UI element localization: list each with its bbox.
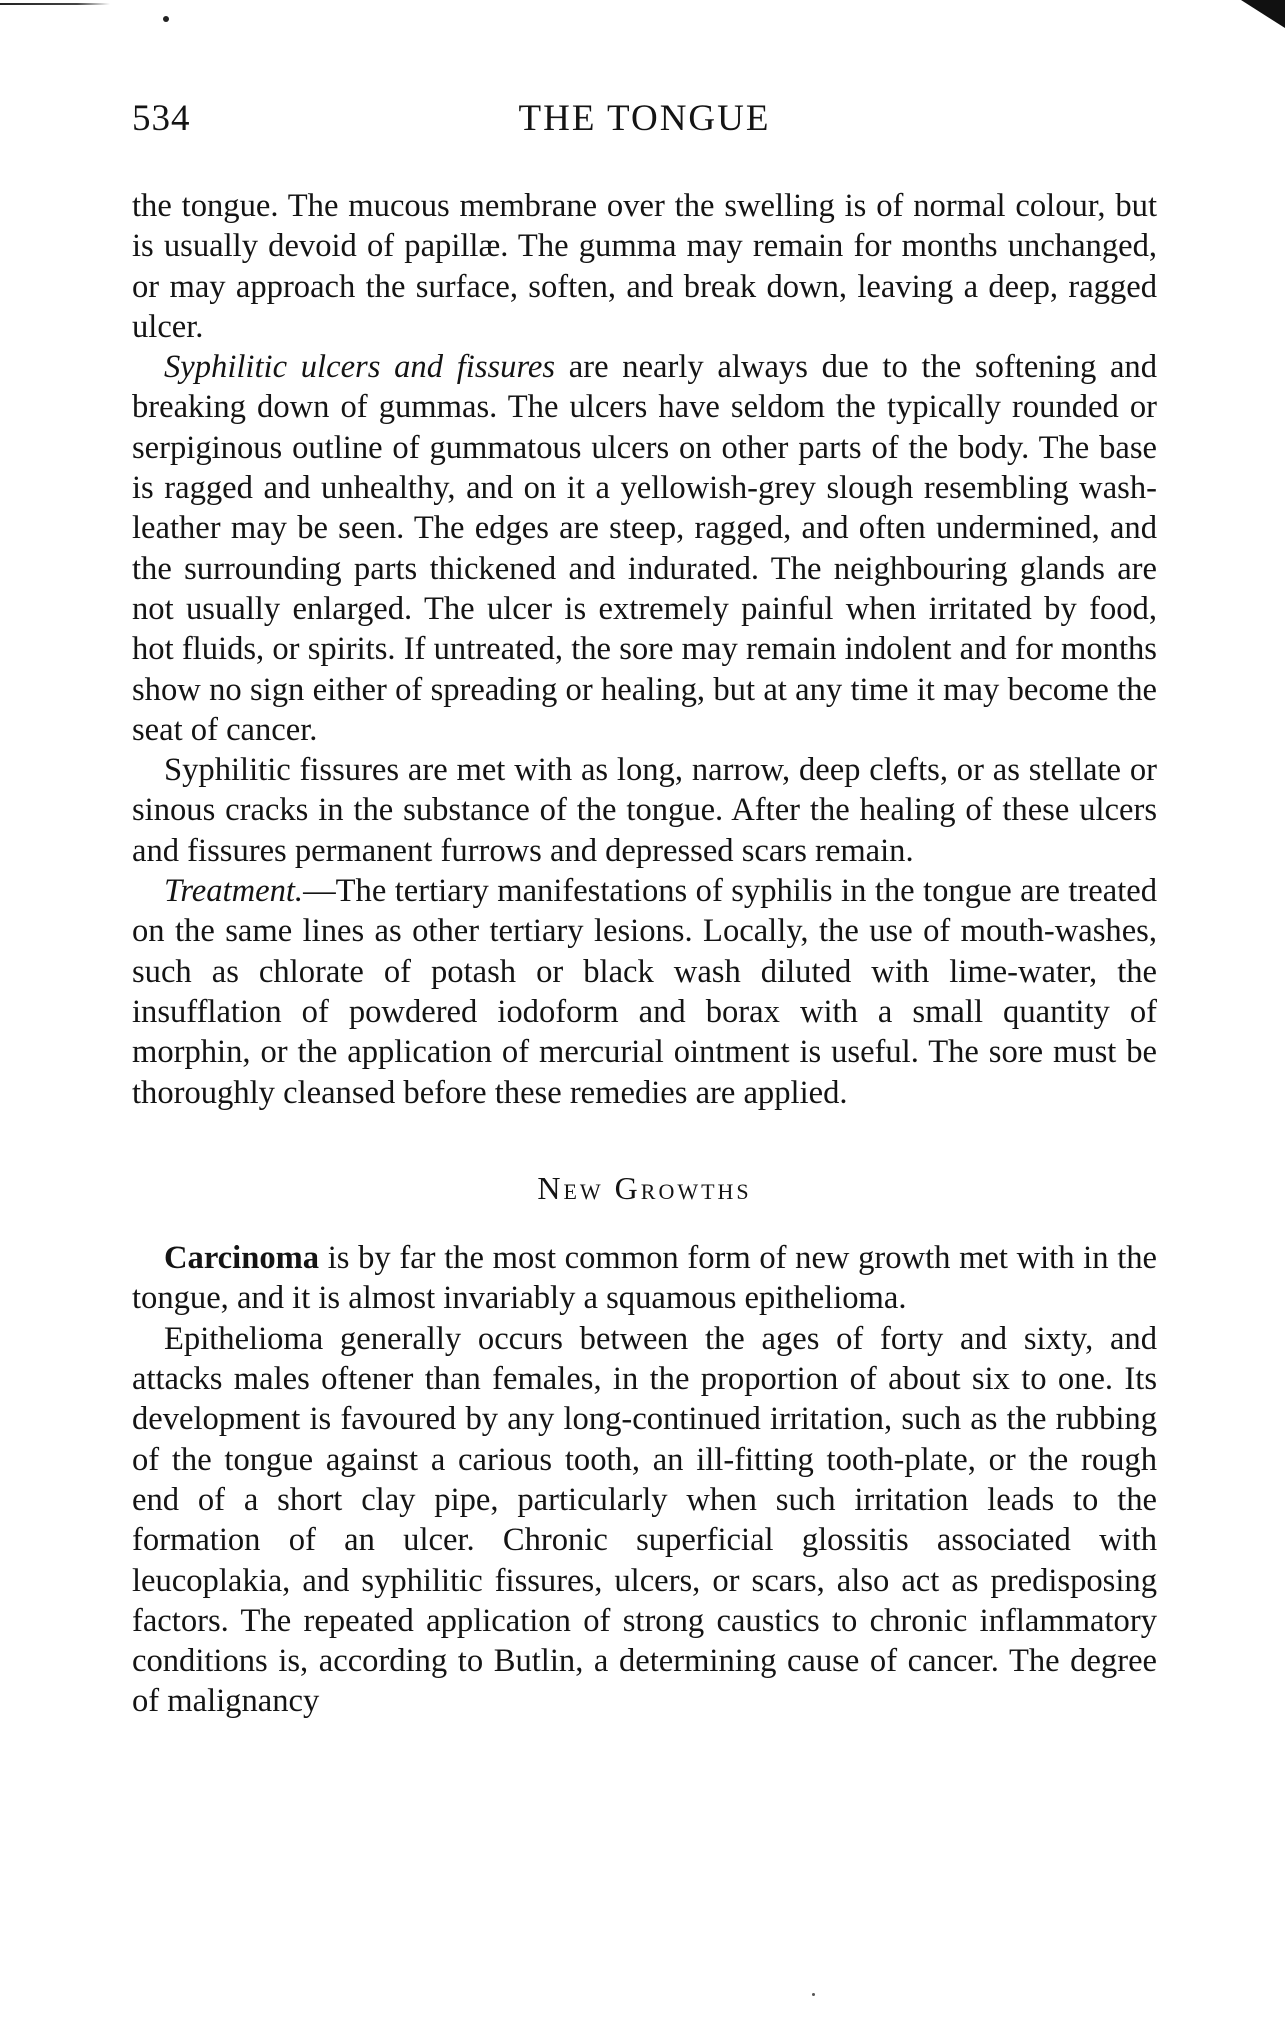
section-heading: New Growths (537, 1169, 752, 1206)
scan-dot-mark (163, 16, 169, 22)
paragraph-syphilitic-fissures (132, 750, 1157, 871)
scan-speck-mark (812, 1993, 815, 1996)
paragraph-treatment (132, 871, 1157, 1113)
paragraph-text: Syphilitic fissures are met with as long, narrow, deep clefts, or as stellate or sinous cracks in the substance of the tongue. After the healing of these ulcers and fissures permanent furrows and depressed scars remain. (132, 752, 1157, 869)
paragraph-lead-bold: Carcinoma (164, 1240, 320, 1277)
running-title: THE TONGUE (518, 98, 771, 139)
scan-edge-mark (0, 3, 110, 5)
paragraph-text: Epithelioma generally occurs between the ages of forty and sixty, and attacks males oftener than females, in the proportion of about six to one. Its development is favoured by any long-continued irritation, such as the rubbing of the tongue against a carious tooth, an ill-fitting tooth-plate, or the rough end of a short clay pipe, particularly when such irritation leads to the formation of an ulcer. Chronic superficial glossitis associated with leucoplakia, and syphilitic fissures, ulcers, or scars, also act as predisposing factors. The repeated application of strong caustics to chronic inflammatory conditions is, according to Butlin, a determining cause of cancer. The degree of malignancy (132, 1320, 1157, 1720)
paragraph-syphilitic-ulcers (132, 347, 1157, 750)
paragraph-text: is by far the most common form of new growth met with in the tongue, and it is almost invariably a squamous epithelioma. (132, 1240, 1157, 1317)
paragraph-text: are nearly always due to the softening and breaking down of gummas. The ulcers have seldom the typically rounded or serpiginous outline of gummatous ulcers on other parts of the body. The base is ragged and unhealthy, and on it a yellowish-grey slough resembling wash-leather may be seen. The edges are steep, ragged, and often undermined, and the surrounding parts thickened and indurated. The neighbouring glands are not usually enlarged. The ulcer is extremely painful when irritated by food, hot fluids, or spirits. If untreated, the sore may remain indolent and for months show no sign either of spreading or healing, but at any time it may become the seat of cancer. (132, 349, 1157, 748)
page-number: 534 (132, 98, 191, 139)
paragraph-lead-italic: Syphilitic ulcers and fissures (164, 349, 556, 386)
paragraph-text: —The tertiary manifestations of syphilis in the tongue are treated on the same lines as other tertiary lesions. Locally, the use of mouth-washes, such as chlorate of potash or black wash diluted with lime-water, the insufflation of powdered iodoform and borax with a small quantity of morphin, or the application of mercurial ointment is useful. The sore must be thoroughly cleansed before these remedies are applied. (132, 873, 1157, 1111)
running-header (132, 97, 1157, 147)
scan-corner-mark (1241, 0, 1285, 28)
paragraph-carcinoma (132, 1238, 1157, 1319)
paragraph-lead-italic: Treatment. (164, 873, 304, 910)
body-text (132, 186, 1157, 1722)
paragraph-continuation (132, 186, 1157, 347)
paragraph-epithelioma (132, 1319, 1157, 1722)
paragraph-text: the tongue. The mucous membrane over the swelling is of normal colour, but is usually devoid of papillæ. The gumma may remain for months unchanged, or may approach the surface, soften, and break down, leaving a deep, ragged ulcer. (132, 188, 1157, 345)
